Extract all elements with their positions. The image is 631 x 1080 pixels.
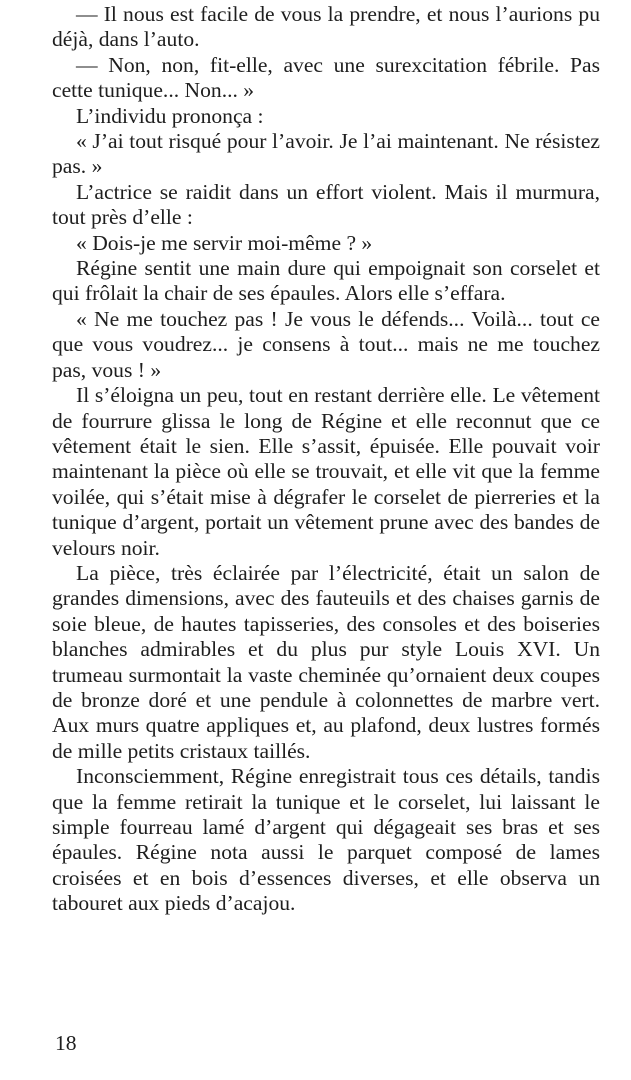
- paragraph: L’individu prononça :: [76, 103, 264, 128]
- paragraph: — Il nous est facile de vous la prendre, et nous l’aurions pu déjà, dans l’auto.: [52, 2, 600, 52]
- paragraph: — Non, non, fit-elle, avec une surexcitation fébrile. Pas cette tunique... Non... »: [52, 52, 600, 103]
- paragraph: Inconsciemment, Régine enregistrait tous ces détails, tandis que la femme retirait la tunique et le corselet, lui laissant le simple fourreau lamé d’argent qui dégageait ses bras et ses épaules. Régine nota aussi le parquet composé de lames croisées et en bois d’essences diverses, et elle observa un tabouret aux pieds d’acajou.: [52, 764, 600, 916]
- page-number: 18: [55, 1031, 77, 1055]
- paragraph: Il s’éloigna un peu, tout en restant derrière elle. Le vêtement de fourrure glissa le long de Régine et elle reconnut que ce vêtement était le sien. Elle s’assit, épuisée. Elle pouvait voir maintenant la pièce où elle se trouvait, et elle vit que la femme voilée, qui s’était mise à dégrafer le corselet de pierreries et la tunique d’argent, portait un vêtement prune avec des bandes de velours noir.: [52, 383, 600, 560]
- paragraph: « J’ai tout risqué pour l’avoir. Je l’ai maintenant. Ne résistez pas. »: [52, 129, 600, 179]
- paragraph: La pièce, très éclairée par l’électricité, était un salon de grandes dimensions, avec des fauteuils et des chaises garnis de soie bleue, de hautes tapisseries, des consoles et des boiseries blanches admirables et du plus pur style Louis XVI. Un trumeau surmontait la vaste cheminée qu’ornaient deux coupes de bronze doré et une pendule à colonnettes de marbre vert. Aux murs quatre appliques et, au plafond, deux lustres formés de mille petits cristaux taillés.: [52, 560, 600, 763]
- paragraph: L’actrice se raidit dans un effort violent. Mais il murmura, tout près d’elle :: [52, 179, 600, 230]
- page-body: [52, 2, 600, 917]
- paragraph: « Ne me touchez pas ! Je vous le défends... Voilà... tout ce que vous voudrez... je consens à tout... mais ne me touchez pas, vous ! »: [52, 306, 600, 382]
- paragraph: Régine sentit une main dure qui empoignait son corselet et qui frôlait la chair de ses épaules. Alors elle s’effara.: [52, 256, 600, 306]
- paragraph: « Dois-je me servir moi-même ? »: [76, 230, 373, 255]
